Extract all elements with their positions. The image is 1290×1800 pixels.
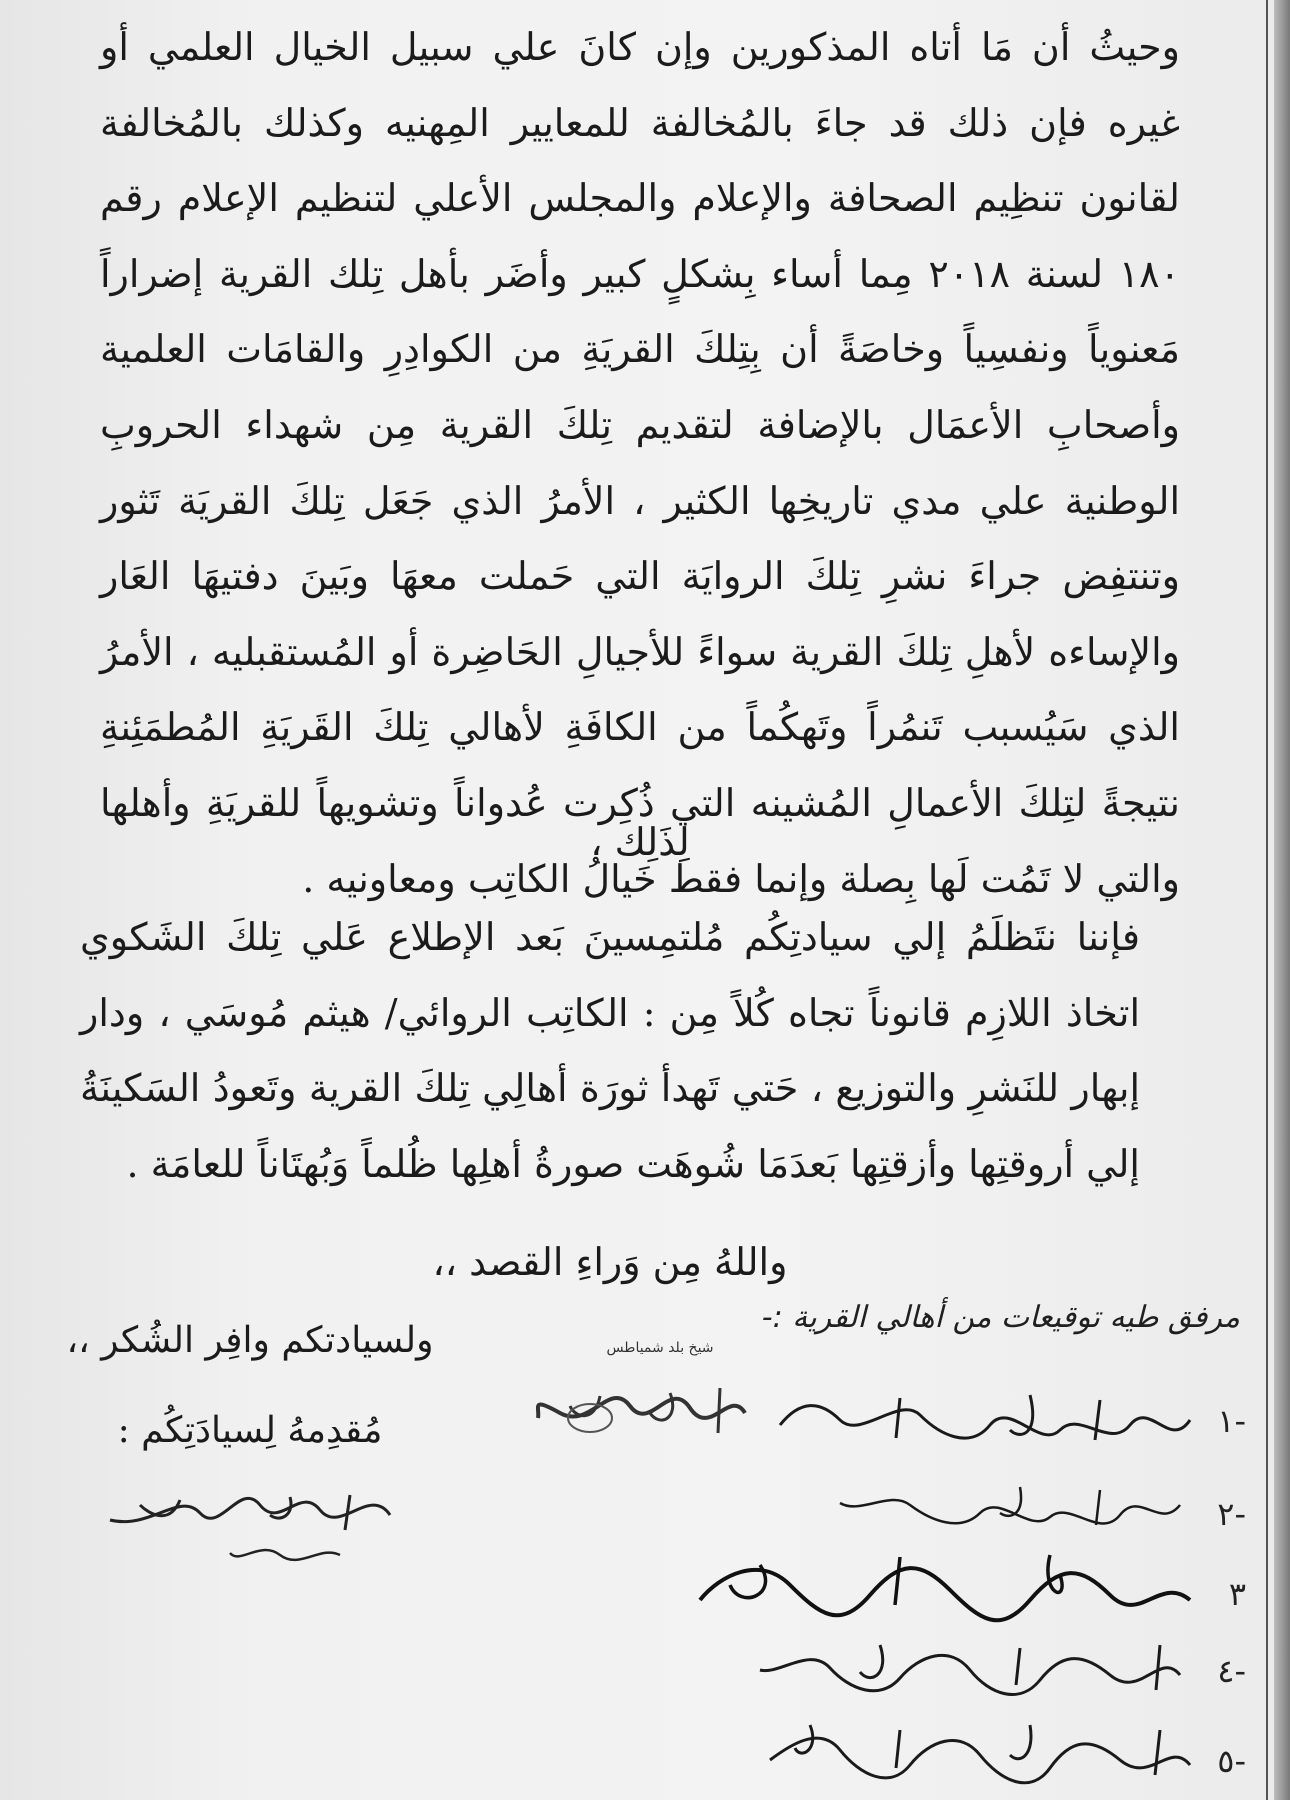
- village-head-stamp-label: شيخ بلد شمياطس: [606, 1340, 714, 1356]
- request-paragraph: فإننا نتَظلَمُ إلي سيادتِكُم مُلتمِسينَ بَعد الإطلاع عَلي تِلكَ الشَكوي اتخاذ اللازِم قانوناً تجاه كُلاً مِن : الكاتِب الروائي/ هيثم مُوسَي ، ودار إبهار للنَشرِ والتوزيع ، حَتي تَهدأ ثورَة أهالِي تِلكَ القرية وتَعودُ السَكينَةُ إلي أروقتِها وأزقتِها بَعدَمَا شُوهَت صورةُ أهلِها ظُلماً وَبُهتَاناً للعامَة .: [80, 915, 1140, 1186]
- signature-number: ٥-: [1217, 1742, 1246, 1780]
- signature-row: [600, 1545, 1260, 1635]
- attached-signatures-note: مرفق طيه توقيعات من أهالي القرية :-: [761, 1300, 1240, 1335]
- handwritten-signature: [600, 1545, 1220, 1635]
- signature-number: ٢-: [1217, 1495, 1246, 1533]
- complaint-body-paragraph: وحيثُ أن مَا أتاه المذكورين وإن كانَ علي سبيل الخيال العلمي أو غيره فإن ذلك قد جاءَ بالمُخالفة للمعايير المِهنيه وكذلك بالمُخالفة لقانون تنظِيم الصحافة والإعلام والمجلس الأعلي لتنظيم الإعلام رقم ١٨٠ لسنة ٢٠١٨ مِما أساء بِشكلٍ كبير وأضَر بأهل تِلك القرية إضراراً مَعنوياً ونفسِياً وخاصَةً أن بِتِلكَ القريَةِ من الكوادِرِ والقامَات العلمية وأصحابِ الأعمَال بالإضافة لتقديم تِلكَ القرية مِن شهداء الحروبِ الوطنية علي مدي تاريخِها الكثير ، الأمرُ الذي جَعَل تِلكَ القريَة تَثور وتنتفِض جراءَ نشرِ تِلكَ الروايَة التي حَملت معهَا وبَينَ دفتيهَا العَار والإساءه لأهلِ تِلكَ القرية سواءً للأجيالِ الحَاضِرة أو المُستقبليه ، الأمرُ الذي سَيُسبب تَنمُراً وتَهكُماً من الكافَةِ لأهالي تِلكَ القَريَةِ المُطمَئِنةِ نتيجةً لتِلكَ الأعمالِ المُشينه التي ذُكِرت عُدواناً وتشويهاً للقريَةِ وأهلها والتي لا تَمُت لَها بِصلة وإنما فقط خَيالُ الكاتِب ومعاونيه .: [100, 25, 1180, 901]
- lawyer-signature: [90, 1475, 410, 1585]
- signature-number: ١-: [1217, 1402, 1246, 1440]
- signature-number: ٣: [1228, 1575, 1246, 1613]
- signature-row: [600, 1710, 1260, 1800]
- page-edge-shadow: [1274, 0, 1290, 1800]
- submitted-by-label: مُقدِمهُ لِسيادَتِكُم :: [117, 1410, 383, 1451]
- handwritten-signature: [600, 1380, 1220, 1470]
- closing-line: واللهُ مِن وَراءِ القصد ،،: [432, 1240, 788, 1284]
- section-heading: لِذَلِك ،: [590, 820, 690, 864]
- handwritten-signature: [600, 1710, 1220, 1800]
- signature-row: [600, 1630, 1260, 1720]
- page-edge-line: [1266, 0, 1268, 1800]
- signature-number: ٤-: [1217, 1652, 1246, 1690]
- signature-row: [600, 1380, 1260, 1470]
- thanks-line: ولسيادتكم وافِر الشُكر ،،: [66, 1320, 434, 1361]
- handwritten-signature: [600, 1630, 1220, 1720]
